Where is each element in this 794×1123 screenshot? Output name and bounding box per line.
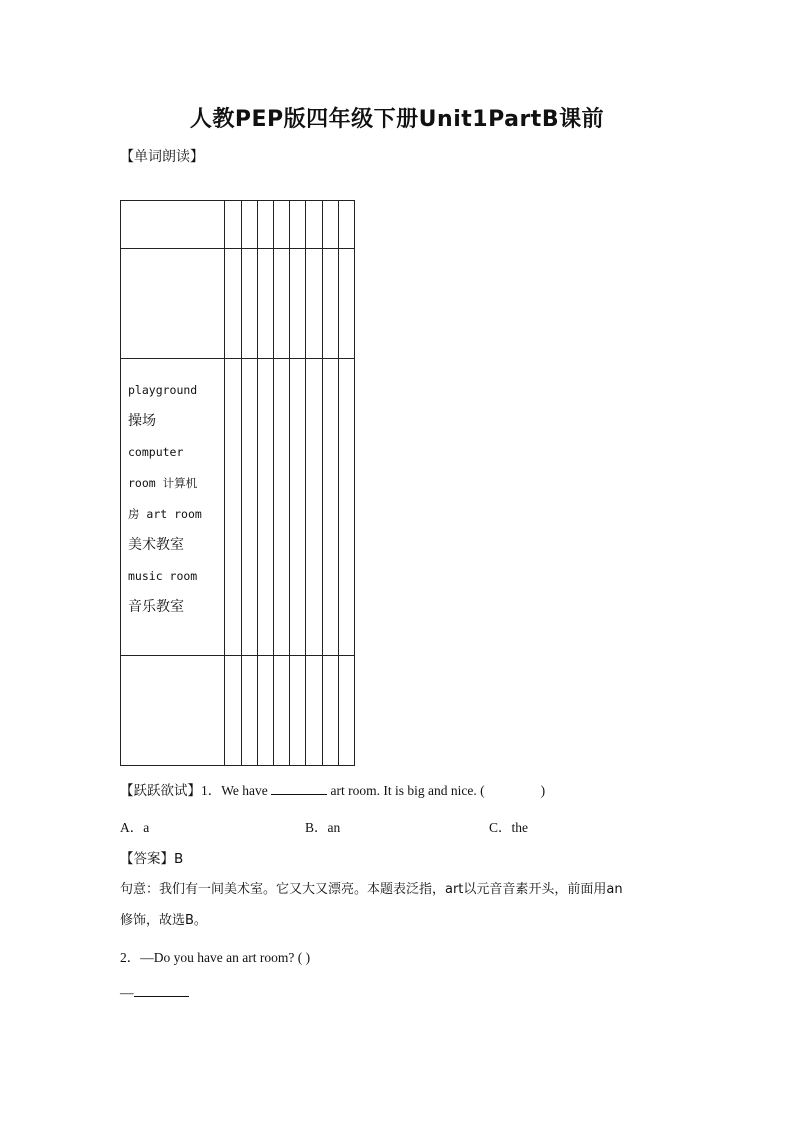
table-row [121, 359, 355, 656]
vocab-line: 音乐教室 [128, 599, 184, 615]
q2-number: 2． [120, 950, 141, 965]
table-row [121, 656, 355, 766]
section-word-reading: 【单词朗读】 [120, 149, 204, 165]
vocab-line: computer [128, 445, 184, 459]
q1-option-c[interactable]: C．the [489, 820, 528, 835]
q1-option-a[interactable]: A．a [120, 820, 150, 835]
vocab-table [120, 200, 355, 766]
table-row [121, 249, 355, 359]
vocab-line: 房 art room [128, 507, 202, 521]
q1-explanation-line1: 句意：我们有一间美术室。它又大又漂亮。本题表泛指，art以元音音素开头，前面用an [120, 882, 623, 897]
q1-text-after: art room. It is big and nice. ( [330, 783, 485, 798]
question-2 [120, 946, 310, 966]
q1-blank[interactable] [271, 782, 327, 795]
vocab-line: room 计算机 [128, 476, 198, 490]
q2-reply [120, 984, 189, 1001]
q1-answer: 【答案】B [120, 851, 184, 867]
q2-reply-dash: — [120, 985, 134, 1000]
section-try-it: 【跃跃欲试】 [120, 783, 201, 799]
q2-blank[interactable] [134, 984, 189, 997]
page-title: 人教PEP版四年级下册Unit1PartB课前 [189, 107, 605, 132]
q1-text-before: We have [221, 783, 268, 798]
vocab-line: 操场 [128, 413, 156, 429]
q2-text: —Do you have an art room? ( ) [140, 950, 311, 965]
vocab-line: playground [128, 383, 198, 397]
vocab-line: music room [128, 569, 198, 583]
q1-number: 1． [201, 783, 222, 798]
q1-option-b[interactable]: B．an [305, 820, 341, 835]
q1-explanation-line2: 修饰，故选B。 [120, 913, 207, 928]
vocab-line: 美术教室 [128, 537, 184, 553]
table-row [121, 201, 355, 249]
q1-close-paren: ) [540, 783, 546, 798]
question-1 [120, 779, 545, 799]
vocab-list [121, 359, 224, 623]
